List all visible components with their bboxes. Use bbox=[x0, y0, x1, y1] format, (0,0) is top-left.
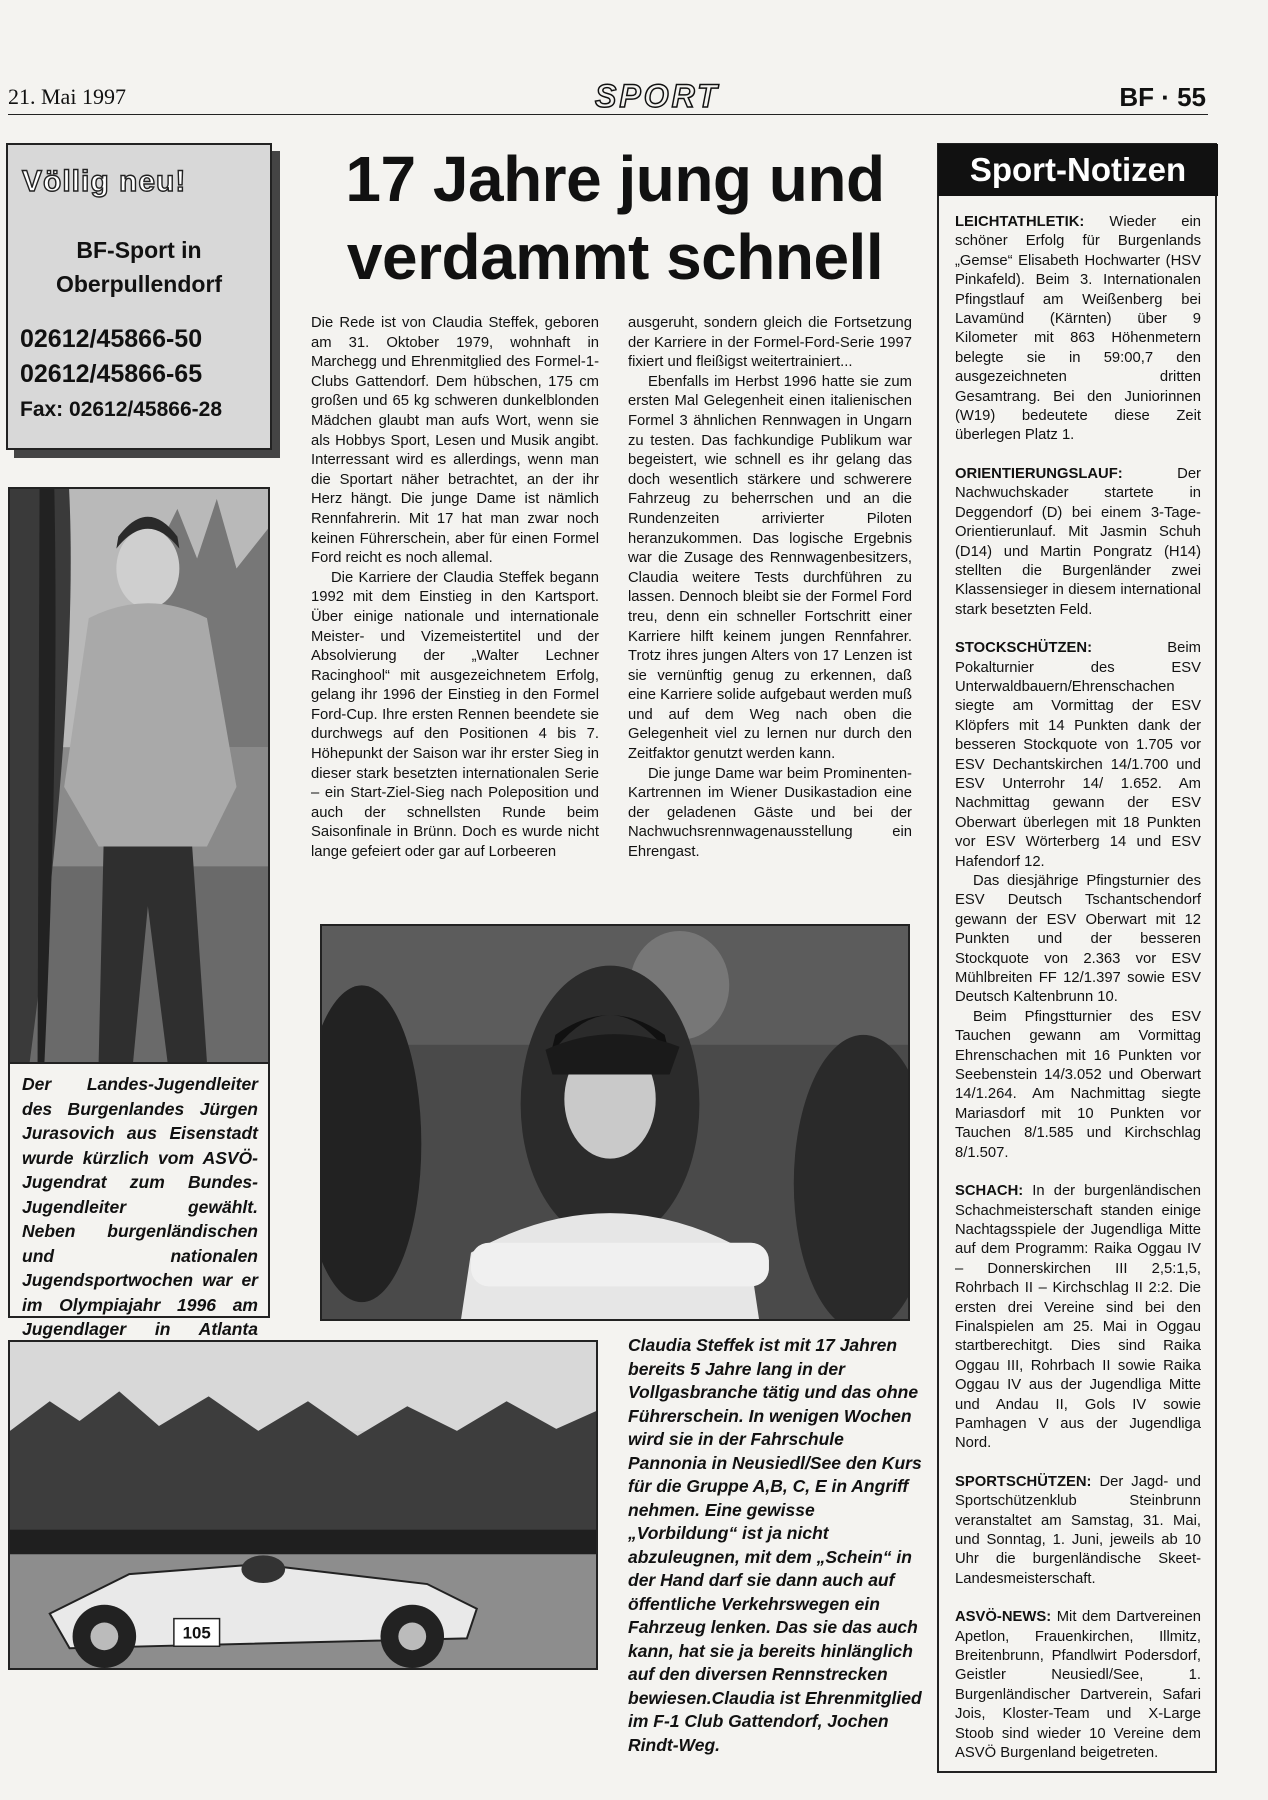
sidebar-item-label: SPORTSCHÜTZEN: bbox=[955, 1473, 1092, 1490]
sidebar-item-label: SCHACH: bbox=[955, 1183, 1024, 1200]
section-title: SPORT bbox=[595, 78, 720, 114]
sport-notizen-sidebar bbox=[937, 143, 1217, 1773]
sidebar-item bbox=[955, 1473, 1201, 1589]
promo-badge: Völlig neu! bbox=[22, 165, 187, 198]
promo-title bbox=[8, 233, 270, 301]
article-paragraph: Die junge Dame war beim Prominenten-Kartrennen im Wiener Dusikastadion eine der geladenen Gäste und bei der Nachwuchsrennwagenausstellung ein Ehrengast. bbox=[628, 765, 912, 861]
sidebar-item bbox=[955, 1182, 1201, 1454]
promo-fax: Fax: 02612/45866-28 bbox=[20, 398, 222, 421]
sidebar-item-label: ORIENTIERUNGSLAUF: bbox=[955, 465, 1123, 482]
race-caption: Claudia Steffek ist mit 17 Jahren bereits 5 Jahre lang in der Vollgasbranche tätig und das ohne Führerschein. In wenigen Wochen wird sie in der Fahrschule Pannonia in Neusiedl/See den Kurs für die Gruppe A,B, C, E in Angriff nehmen. Eine gewisse „Vorbildung“ ist ja nicht abzuleugnen, mit dem „Schein“ in der Hand darf sie dann auch auf öffentliche Verkehrswegen ein Fahrzeug lenken. Das sie das auch kann, hat sie ja bereits hinlänglich auf den diversen Rennstrecken bewiesen.Claudia ist Ehrenmitglied im F-1 Club Gattendorf, Jochen Rindt-Weg. bbox=[628, 1335, 922, 1755]
article-paragraph: Die Rede ist von Claudia Steffek, geboren am 31. Oktober 1979, wohnhaft in Marchegg und Ehrenmitglied des Formel-1-Clubs Gattendorf. Dem hübschen, 175 cm großen und 65 kg schweren dunkelblonden Mädchen glaubt man aufs Wort, wenn sie als Hobbys Sport, Lesen und Musik angibt. Interressant wird es allerdings, wenn man die Sportart näher betrachtet, an der ihr Herz hängt. Die junge Dame ist nämlich Rennfahrerin. Mit 17 hat man zwar noch keinen Führerschein, aber für einen Formel Ford reicht es noch allemal. bbox=[311, 315, 599, 567]
headline-line-1: 17 Jahre jung und bbox=[345, 143, 885, 215]
youth-leader-photo bbox=[8, 487, 270, 1064]
sidebar-item-text: Das diesjährige Pfingsturnier des ESV Deutsch Tschantschendorf gewann der ESV Oberwart mit 12 Punkten und der besseren Stockquote von 2.363 vor ESV Mühlbreiten FF 12/1.397 sowie ESV Deutsch Kaltenbrunn 10. bbox=[955, 873, 1201, 1006]
claudia-steffek-photo bbox=[320, 924, 910, 1321]
race-car-number: 105 bbox=[182, 1623, 211, 1643]
youth-leader-caption: Der Landes-Jugendleiter des Burgenlandes Jürgen Jurasovich aus Eisenstadt wurde kürzlich vom ASVÖ-Jugendrat zum Bundes-Jugendleiter gewählt. Neben burgenländischen und nationalen Jugendsportwochen war er im Olympiajahr 1996 am Jugendlager in Atlanta bbox=[8, 1064, 270, 1318]
article-column-1 bbox=[311, 314, 599, 863]
promo-phone-2: 02612/45866-65 bbox=[20, 360, 203, 388]
youth-leader-photo-image bbox=[10, 489, 268, 1062]
sidebar-item bbox=[955, 1608, 1201, 1763]
article-column-2 bbox=[628, 314, 912, 863]
sidebar-item bbox=[955, 639, 1201, 872]
sidebar-item-text: Der Nachwuchskader startete in Deggendorf (D) bei einem 3-Tage-Orientierunlauf. Mit Jasmin Schuh (D14) und Martin Pongratz (H14) stellten die Burgenländer zwei Klassensieger in diesem international stark besetzten Feld. bbox=[955, 465, 1201, 618]
sidebar-item-label: LEICHTATHLETIK: bbox=[955, 214, 1085, 230]
article-headline bbox=[312, 140, 918, 296]
article-paragraph: Die Karriere der Claudia Steffek begann 1992 mit dem Einstieg in den Kartsport. Über einige nationale und internationale Meister- und Vizemeistertitel und der Absolvierung der „Walter Lechner Racinghool“ mit ausgezeichnetem Erfolg, gelang ihr 1996 der Einstieg in den Formel Ford-Cup. Ihre ersten Rennen beendete sie durchwegs auf den Positionen 4 bis 7. Höhepunkt der Saison war ihr erster Sieg in dieser stark besetzten internationalen Serie – ein Start-Ziel-Sieg nach Poleposition und auch der schnellsten Runde beim Saisonfinale in Brünn. Doch es wurde nicht lange gefeiert oder gar auf Lorbeeren bbox=[311, 569, 599, 861]
promo-title-line1: BF-Sport in bbox=[76, 237, 202, 263]
sidebar-item-text: In der burgenländischen Schachmeisterschaft standen einige Nachtagsspiele der Jugendliga Mitte auf dem Programm: Raika Oggau IV – Donnerskirchen III 2,5:1,5, Rohrbach II – Kirchschlag II 2:2. Die ersten drei Vereine sind bei den Finalspielen am 25. Mai in Oggau startberechitgt. Dies sind Raika Oggau III, Rohrbach II sowie Raika Oggau IV aus der Jugendliga Mitte und Andau II, Gols IV sowie Pamhagen V aus der Jugendliga Nord. bbox=[955, 1183, 1201, 1452]
article-paragraph: Ebenfalls im Herbst 1996 hatte sie zum ersten Mal Gelegenheit einen italienischen Formel 3 ähnlichen Rennwagen in Ungarn zu testen. Das fachkundige Publikum war begeistert, wie schnell es ihr gelang das doch wesentlich stärkere und schwerere Fahrzeug zu beherrschen und an die Rundenzeiten arrivierter Piloten heranzukommen. Das logische Ergebnis war die Zusage des Rennwagenbesitzers, Claudia weitere Tests durchführen zu lassen. Dennoch bleibt sie der Formel Ford treu, denn ein schneller Fortschritt einer Karriere hilft keinem jungen Rennfahrer. Trotz ihres jungen Alters von 17 Lenzen ist sie vernünftig genug zu erkennen, daß eine Karriere solide aufgebaut werden muß und auf dem Weg nach oben die Gelegenheit viel zu lernen nur durch den Zeitfaktor genutzt werden kann. bbox=[628, 373, 912, 763]
sidebar-item bbox=[955, 872, 1201, 1008]
sidebar-item-text: Beim Pokalturnier des ESV Unterwaldbauern/Ehrenschachen siegte am Vormittag der ESV Klöpfers mit 14 Punkten dank der besseren Stockquote von 1.705 vor ESV Dechantskirchen 14/1.700 und ESV Unterrohr 14/ 1.652. Am Nachmittag gewann der ESV Oberwart überlegen mit 18 Punkten vor ESV Wörterberg 14 und ESV Hafendorf 12. bbox=[955, 640, 1201, 870]
issue-date: 21. Mai 1997 bbox=[8, 84, 126, 109]
article-paragraph: ausgeruht, sondern gleich die Fortsetzung der Karriere in der Formel-Ford-Serie 1997 fixiert und fleißigst weitertrainiert... bbox=[628, 315, 912, 371]
sidebar-item-text: Wieder ein schöner Erfolg für Burgenlands „Gemse“ Elisabeth Hochwarter (HSV Pinkafeld). Beim 3. Internationalen Pfingstlauf am Weißenberg bei Lavamünd (Kärnten) über 9 Kilometer mit 863 Höhenmetern belegte sie in 59:00,7 den ausgezeichneten dritten Gesamtrang. Bei den Juniorinnen (W19) bedeutete diese Zeit überlegen Platz 1. bbox=[955, 214, 1201, 444]
page-number: BF · 55 bbox=[1119, 82, 1206, 112]
race-car-photo bbox=[8, 1340, 598, 1670]
sidebar-item-text: Beim Pfingstturnier des ESV Tauchen gewann am Vormittag Ehrenschachen mit 16 Punkten vor Seebenstein 14/3.052 und Oberwart 14/1.264. Am Nachmittag siegte Mariasdorf mit 10 Punkten vor Tauchen 8/1.585 und Kirchschlag 8/1.507. bbox=[955, 1008, 1201, 1161]
race-car-photo-image bbox=[10, 1342, 596, 1668]
header-rule bbox=[8, 114, 1208, 115]
sidebar-title: Sport-Notizen bbox=[938, 144, 1218, 196]
promo-phone-1: 02612/45866-50 bbox=[20, 325, 203, 353]
sidebar-body bbox=[955, 213, 1201, 1763]
promo-box bbox=[6, 143, 272, 450]
promo-title-line2: Oberpullendorf bbox=[55, 271, 223, 297]
sidebar-item bbox=[955, 1008, 1201, 1163]
sidebar-item bbox=[955, 465, 1201, 620]
claudia-steffek-photo-image bbox=[322, 926, 908, 1319]
sidebar-item bbox=[955, 213, 1201, 446]
sidebar-item-label: ASVÖ-NEWS: bbox=[955, 1609, 1052, 1626]
sidebar-item-label: STOCKSCHÜTZEN: bbox=[955, 640, 1093, 657]
sidebar-item-text: Der Jagd- und Sportschützenklub Steinbrunn veranstaltet am Samstag, 31. Mai, und Sonntag, 1. Juni, jeweils ab 10 Uhr die burgenländische Skeet-Landesmeisterschaft. bbox=[955, 1473, 1201, 1587]
sidebar-item-text: Mit dem Dartvereinen Apetlon, Frauenkirchen, Illmitz, Breitenbrunn, Pfandlwirt Podersdorf, Geistler Neusiedl/See, 1. Burgenländischer Dartverein, Safari Jois, Kloster-Team und X-Large Stoob sind wieder 10 Vereine dem ASVÖ Burgenland beigetreten. bbox=[955, 1609, 1201, 1762]
headline-line-2: verdammt schnell bbox=[346, 221, 884, 293]
